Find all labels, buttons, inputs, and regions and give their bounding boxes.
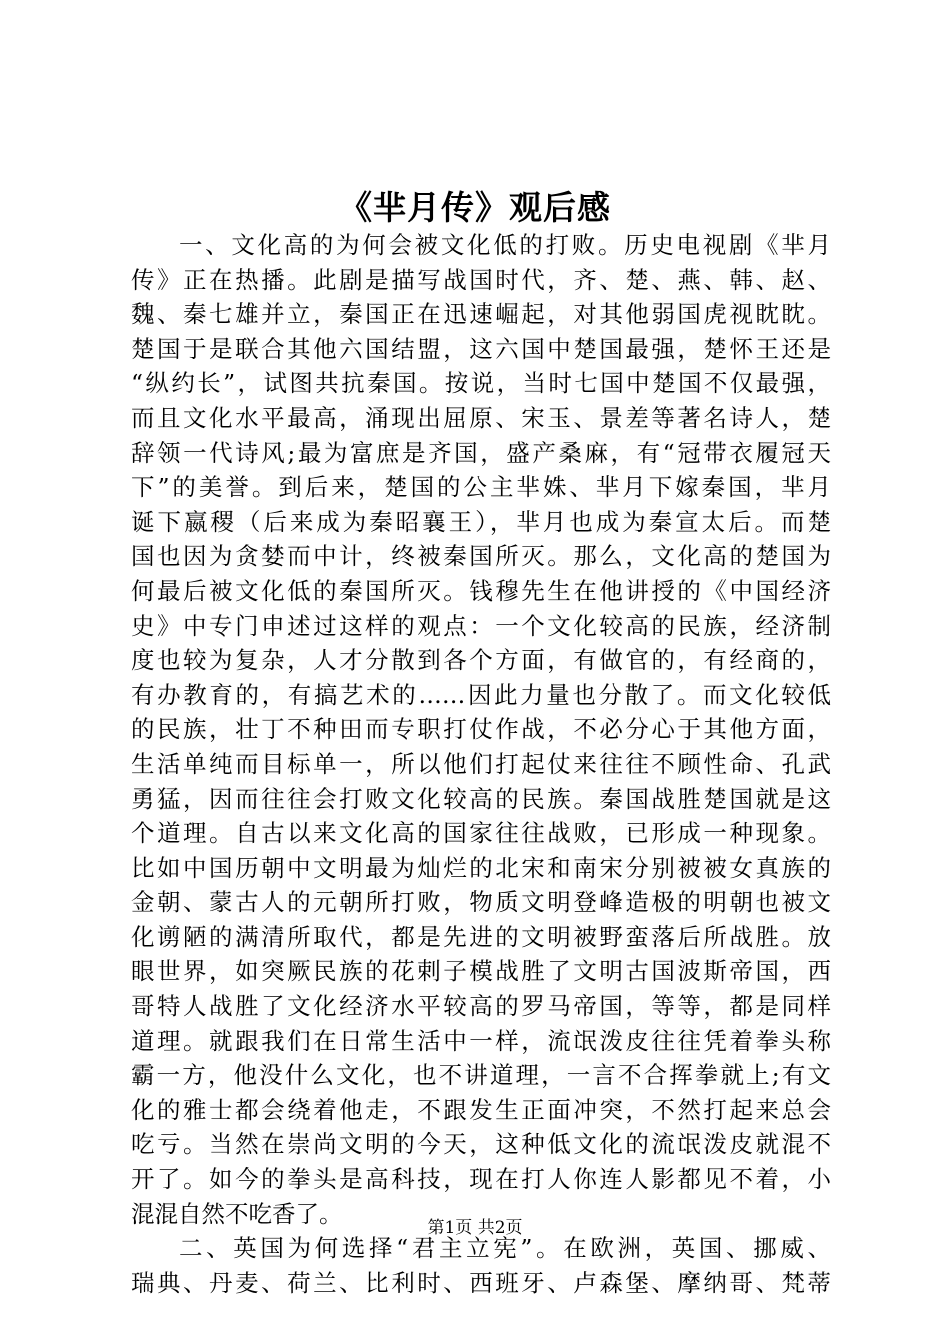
text-line: “纵约长”，试图共抗秦国。按说，当时七国中楚国不仅最强， <box>131 369 831 398</box>
document-title: 《芈月传》观后感 <box>339 188 611 227</box>
text-line: 瑞典、丹麦、荷兰、比利时、西班牙、卢森堡、摩纳哥、梵蒂 <box>131 1268 831 1297</box>
text-line: 度也较为复杂，人才分散到各个方面，有做官的，有经商的， <box>131 646 831 675</box>
text-line: 楚国于是联合其他六国结盟，这六国中楚国最强，楚怀王还是 <box>131 334 831 363</box>
text-line: 哥特人战胜了文化经济水平较高的罗马帝国，等等，都是同样 <box>131 992 831 1021</box>
text-line: 一、文化高的为何会被文化低的打败。历史电视剧《芈月 <box>179 231 831 259</box>
text-line: 勇猛，因而往往会打败文化较高的民族。秦国战胜楚国就是这 <box>131 784 831 813</box>
paragraph-1 <box>131 228 831 1231</box>
text-line: 道理。就跟我们在日常生活中一样，流氓泼皮往往凭着拳头称 <box>131 1026 831 1055</box>
text-line: 化的雅士都会绕着他走，不跟发生正面冲突，不然打起来总会 <box>131 1095 831 1124</box>
page-number-footer: 第1页 共2页 <box>427 1218 523 1238</box>
text-line: 霸一方，他没什么文化，也不讲道理，一言不合挥拳就上;有文 <box>131 1061 831 1090</box>
text-line: 传》正在热播。此剧是描写战国时代，齐、楚、燕、韩、赵、 <box>131 265 831 294</box>
text-line: 吃亏。当然在崇尚文明的今天，这种低文化的流氓泼皮就混不 <box>131 1130 831 1159</box>
text-line: 何最后被文化低的秦国所灭。钱穆先生在他讲授的《中国经济 <box>131 576 831 605</box>
text-line: 下”的美誉。到后来，楚国的公主芈姝、芈月下嫁秦国，芈月 <box>131 473 831 502</box>
document-body <box>131 228 831 1300</box>
text-line: 二、英国为何选择“君主立宪”。在欧洲，英国、挪威、 <box>179 1234 831 1263</box>
text-line: 的民族，壮丁不种田而专职打仗作战，不必分心于其他方面， <box>131 715 831 744</box>
text-line: 史》中专门申述过这样的观点：一个文化较高的民族，经济制 <box>131 611 831 640</box>
paragraph-2 <box>131 1231 831 1300</box>
text-line: 国也因为贪婪而中计，终被秦国所灭。那么，文化高的楚国为 <box>131 542 831 571</box>
text-line: 有办教育的，有搞艺术的……因此力量也分散了。而文化较低 <box>131 680 831 709</box>
text-line: 而且文化水平最高，涌现出屈原、宋玉、景差等著名诗人，楚 <box>131 403 831 432</box>
text-line: 个道理。自古以来文化高的国家往往战败，已形成一种现象。 <box>131 819 831 848</box>
text-line: 诞下嬴稷（后来成为秦昭襄王），芈月也成为秦宣太后。而楚 <box>131 507 831 536</box>
text-line: 金朝、蒙古人的元朝所打败，物质文明登峰造极的明朝也被文 <box>131 888 831 917</box>
text-line: 化谫陋的满清所取代，都是先进的文明被野蛮落后所战胜。放 <box>131 922 831 951</box>
text-line: 比如中国历朝中文明最为灿烂的北宋和南宋分别被被女真族的 <box>131 853 831 882</box>
text-line: 魏、秦七雄并立，秦国正在迅速崛起，对其他弱国虎视眈眈。 <box>131 300 831 329</box>
text-line: 混混自然不吃香了。 <box>131 1199 343 1228</box>
text-line: 眼世界，如突厥民族的花剌子模战胜了文明古国波斯帝国，西 <box>131 957 831 986</box>
text-line: 生活单纯而目标单一，所以他们打起仗来往往不顾性命、孔武 <box>131 749 831 778</box>
text-line: 开了。如今的拳头是高科技，现在打人你连人影都见不着，小 <box>131 1165 831 1194</box>
text-line: 辞领一代诗风;最为富庶是齐国，盛产桑麻，有“冠带衣履冠天 <box>131 438 831 467</box>
